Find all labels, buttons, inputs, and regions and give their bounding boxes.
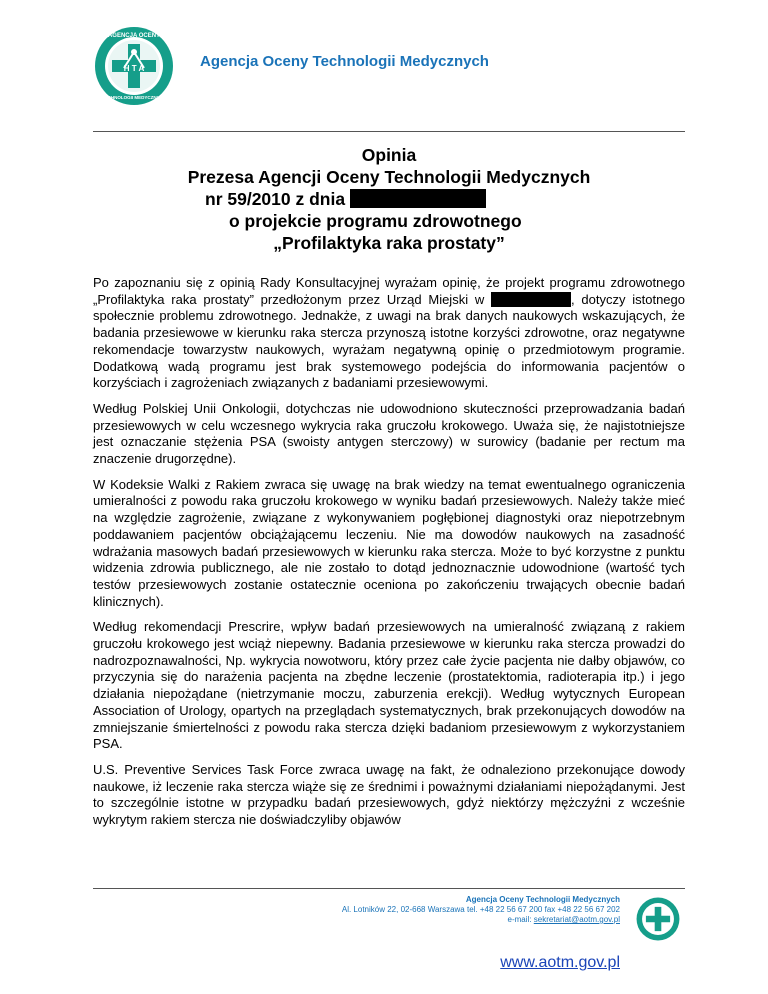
footer-divider: [93, 888, 685, 889]
website-link[interactable]: www.aotm.gov.pl: [500, 954, 620, 971]
paragraph-1-part-a: Po zapoznaniu się z opinią Rady Konsultacyjnej wyrażam opinię, że projekt programu zdrowotnego „Profilaktyka raka prostaty” przedłożonym przez Urząd Miejski w: [93, 275, 685, 307]
paragraph-3: W Kodeksie Walki z Rakiem zwraca się uwagę na brak wiedzy na temat ewentualnego ograniczenia umieralności z powodu raka gruczołu krokowego w wyniku badań przesiewowych. Należy także mieć na względzie zagrożenie, związane z wykonywaniem pogłębionej diagnostyki oraz niepotrzebnym poddawaniem pacjentów obciążającemu leczeniu. Nie ma dowodów naukowych na zasadność wdrażania masowych badań przesiewowych w kierunku raka stercza. Może to być korzystne z punktu widzenia zdrowia publicznego, ale nie zostało to dotąd jednoznacznie udowodnione (wartość tych testów przesiewowych zostanie ostatecznie oceniona po zakończeniu trwających obecnie badań klinicznych).: [93, 476, 685, 609]
title-line-4: o projekcie programu zdrowotnego: [229, 211, 522, 231]
paragraph-4: Według rekomendacji Prescrire, wpływ badań przesiewowych na umieralność związaną z rakiem gruczołu krokowego jest wciąż niepewny. Badania przesiewowe w kierunku raka stercza prowadzi do nadrozpoznawalności, Np. wykrycia nowotworu, który przez całe życie pacjenta nie dałby objawów, co przyczynia się do narażenia pacjenta na zbędne leczenie (prostatektomia, radioterapia itp.) i jego działania niepożądane (nietrzymanie moczu, zaburzenia erekcji). Według wytycznych European Association of Urology, opartych na przeglądach systematycznych, brak przekonujących dowodów na zmniejszanie śmiertelności z powodu raka stercza dzięki badaniom przesiewowym z wykorzystaniem PSA.: [93, 619, 685, 752]
footer-address: Al. Lotników 22, 02-668 Warszawa tel. +48 22 56 67 200 fax +48 22 56 67 202: [341, 905, 620, 914]
logo-letters: H T A: [123, 64, 145, 73]
logo-text-bottom: TECHNOLOGII MEDYCZNYCH: [101, 95, 167, 100]
footer-agency-name: Agencja Oceny Technologii Medycznych: [465, 895, 620, 904]
footer-logo: [636, 897, 680, 941]
document-body: [93, 275, 685, 838]
footer-contact: [342, 895, 620, 925]
opinion-number: nr 59/2010 z dnia: [205, 189, 346, 209]
footer-email-line: [342, 915, 620, 925]
header-divider: [93, 131, 685, 132]
footer-email-link[interactable]: sekretariat@aotm.gov.pl: [533, 915, 620, 924]
redacted-date: [350, 189, 486, 208]
title-line-1: Opinia: [361, 145, 417, 165]
agency-name-header: Agencja Oceny Technologii Medycznych: [200, 53, 489, 70]
footer-email-label: e-mail:: [507, 915, 534, 924]
redacted-city: [491, 292, 571, 307]
paragraph-1: [93, 275, 685, 392]
paragraph-2: Według Polskiej Unii Onkologii, dotychczas nie udowodniono skuteczności przeprowadzania badań przesiewowych w celu wczesnego wykrycia raka gruczołu krokowego. Uważa się, że najistotniejsze jest oznaczanie stężenia PSA (swoisty antygen sterczowy) w surowicy (badanie per rectum ma znaczenie drugorzędne).: [93, 400, 685, 467]
document-title: [93, 144, 685, 254]
paragraph-1-part-b: , dotyczy istotnego społecznie problemu zdrowotnego. Jednakże, z uwagi na brak danych naukowych wskazujących, że badania przesiewowe w kierunku raka stercza przynoszą istotne korzyści zdrowotne, oraz negatywne rekomendacje towarzystw naukowych, wyrażam negatywną opinię o przedmiotowym programie. Dodatkową wadą programu jest brak systemowego podejścia do informowania pacjentów o korzyściach i zagrożeniach związanych z badaniami przesiewowymi.: [93, 291, 685, 391]
logo-text-top: AGENCJA OCENY: [107, 33, 161, 39]
title-line-2: Prezesa Agencji Oceny Technologii Medycznych: [187, 167, 591, 187]
title-line-3: [93, 188, 685, 210]
paragraph-5: U.S. Preventive Services Task Force zwraca uwagę na fakt, że odnaleziono przekonujące dowody naukowe, iż leczenie raka stercza wiąże się ze średnimi i poważnymi działaniami niepożądanymi. Jest to szczególnie istotne w przypadku badań przesiewowych, gdyż niektórzy mężczyźni z wcześnie wykrytym rakiem stercza nie doświadczyliby objawów: [93, 761, 685, 828]
aotm-logo: [94, 26, 174, 106]
title-line-5: „Profilaktyka raka prostaty”: [273, 233, 505, 253]
